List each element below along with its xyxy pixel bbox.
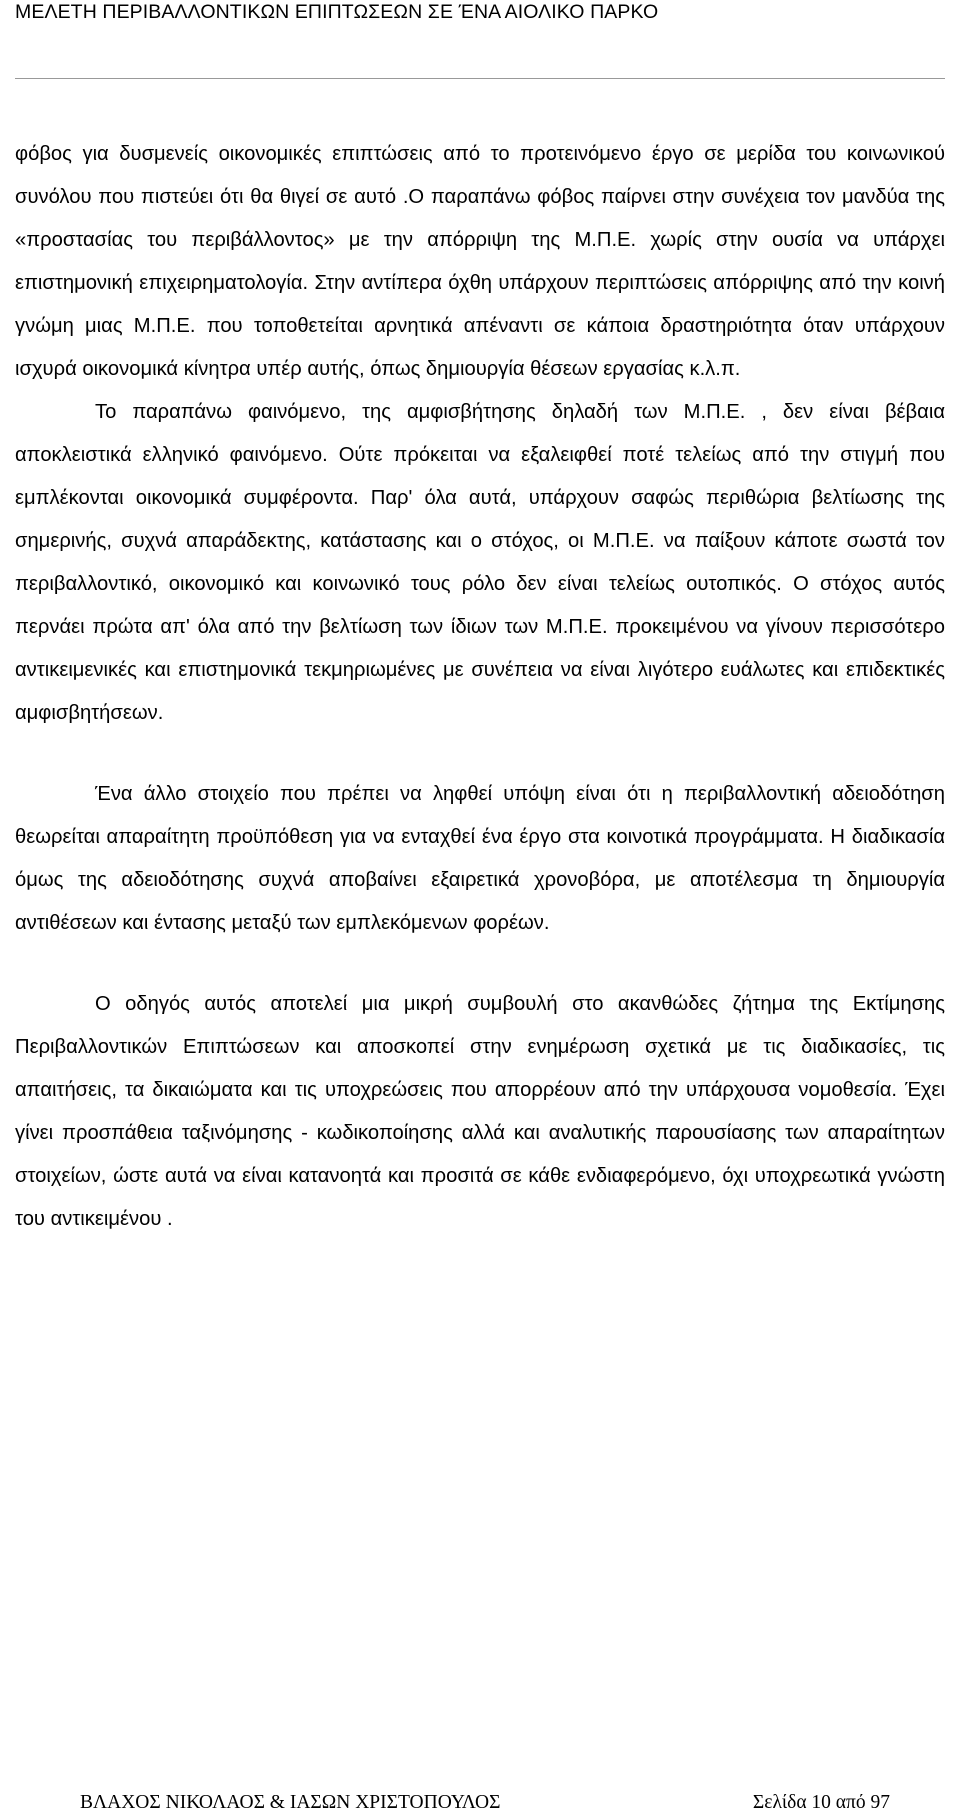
page-footer (80, 1791, 890, 1815)
paragraph-disputes: Το παραπάνω φαινόμενο, της αμφισβήτησης δηλαδή των Μ.Π.Ε. , δεν είναι βέβαια αποκλειστικά ελληνικό φαινόμενο. Ούτε πρόκειται να εξαλειφθεί ποτέ τελείως από την στιγμή που εμπλέκονται οικονομικά συμφέροντα. Παρ' όλα αυτά, υπάρχουν σαφώς περιθώρια βελτίωσης της σημερινής, συχνά απαράδεκτης, κατάστασης και ο στόχος, οι Μ.Π.Ε. να παίξουν κάποτε σωστά τον περιβαλλοντικό, οικονομικό και κοινωνικό τους ρόλο δεν είναι τελείως ουτοπικός. Ο στόχος αυτός περνάει πρώτα απ' όλα από την βελτίωση των ίδιων των Μ.Π.Ε. προκειμένου να γίνουν περισσότερο αντικειμενικές και επιστημονικά τεκμηριωμένες με συνέπεια να είναι λιγότερο ευάλωτες και επιδεκτικές αμφισβητήσεων. (15, 401, 945, 724)
header-divider (15, 78, 945, 79)
footer-authors: ΒΛΑΧΟΣ ΝΙΚΟΛΑΟΣ & ΙΑΣΩΝ ΧΡΙΣΤΟΠΟΥΛΟΣ (80, 1792, 501, 1813)
document-title: ΜΕΛΕΤΗ ΠΕΡΙΒΑΛΛΟΝΤΙΚΩΝ ΕΠΙΠΤΩΣΕΩΝ ΣΕ ΈΝΑ ΑΙΟΛΙΚΟ ΠΑΡΚΟ (15, 1, 659, 23)
paragraph-guide-purpose: Ο οδηγός αυτός αποτελεί μια μικρή συμβουλή στο ακανθώδες ζήτημα της Εκτίμησης Περιβαλλοντικών Επιπτώσεων και αποσκοπεί στην ενημέρωση σχετικά με τις διαδικασίες, τις απαιτήσεις, τα δικαιώματα και τις υποχρεώσεις που απορρέουν από την υπάρχουσα νομοθεσία. Έχει γίνει προσπάθεια ταξινόμησης - κωδικοποίησης αλλά και αναλυτικής παρουσίασης των απαραίτητων στοιχείων, ώστε αυτά να είναι κατανοητά και προσιτά σε κάθε ενδιαφερόμενο, όχι υποχρεωτικά γνώστη του αντικειμένου . (15, 993, 945, 1230)
page-header (15, 0, 945, 24)
document-body (15, 113, 945, 1241)
page-number: Σελίδα 10 από 97 (752, 1792, 890, 1813)
paragraph-continuation: φόβος για δυσμενείς οικονομικές επιπτώσεις από το προτεινόμενο έργο σε μερίδα του κοινωνικού συνόλου που πιστεύει ότι θα θιγεί σε αυτό .Ο παραπάνω φόβος παίρνει στην συνέχεια τον μανδύα της «προστασίας του περιβάλλοντος» με την απόρριψη της Μ.Π.Ε. χωρίς στην ουσία να υπάρχει επιστημονική επιχειρηματολογία. Στην αντίπερα όχθη υπάρχουν περιπτώσεις απόρριψης από την κοινή γνώμη μιας Μ.Π.Ε. που τοποθετείται αρνητικά απέναντι σε κάποια δραστηριότητα όταν υπάρχουν ισχυρά οικονομικά κίνητρα υπέρ αυτής, όπως δημιουργία θέσεων εργασίας κ.λ.π. (15, 143, 945, 380)
paragraph-licensing: Ένα άλλο στοιχείο που πρέπει να ληφθεί υπόψη είναι ότι η περιβαλλοντική αδειοδότηση θεωρείται απαραίτητη προϋπόθεση για να ενταχθεί ένα έργο στα κοινοτικά προγράμματα. Η διαδικασία όμως της αδειοδότησης συχνά αποβαίνει εξαιρετικά χρονοβόρα, με αποτέλεσμα τη δημιουργία αντιθέσεων και έντασης μεταξύ των εμπλεκόμενων φορέων. (15, 783, 945, 934)
